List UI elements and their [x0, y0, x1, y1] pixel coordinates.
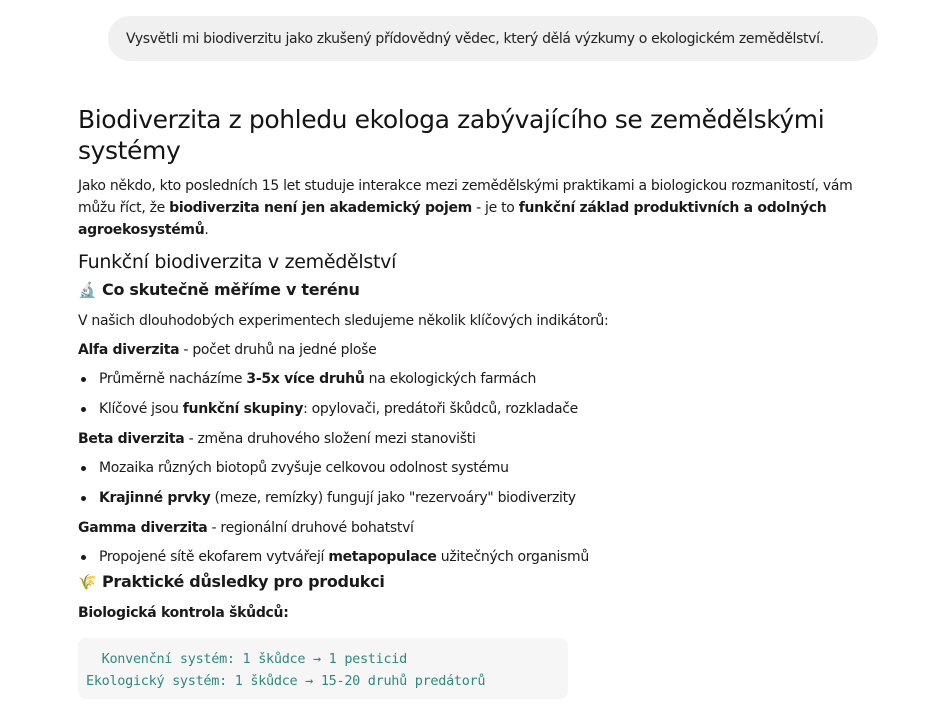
- list-item-text: užitečných organismů: [436, 549, 589, 565]
- code-line: Ekologický systém: 1 škůdce → 15-20 druhů predátorů: [86, 673, 486, 689]
- intro-bold-1: biodiverzita není jen akademický pojem: [169, 200, 472, 216]
- list-item-text: : opylovači, predátoři škůdců, rozkladače: [303, 401, 578, 417]
- list-item-text: Průměrně nacházíme: [99, 371, 247, 387]
- list-item: [78, 546, 878, 568]
- list-item-text: na ekologických farmách: [364, 371, 537, 387]
- biocontrol-lead-bold: Biologická kontrola škůdců:: [78, 605, 289, 621]
- indicators-lead: V našich dlouhodobých experimentech sledujeme několik klíčových indikátorů:: [78, 313, 609, 329]
- code-line: Konvenční systém: 1 škůdce → 1 pesticid: [86, 651, 407, 667]
- biocontrol-lead: [78, 602, 878, 624]
- beta-desc: - změna druhového složení mezi stanovišti: [184, 431, 476, 447]
- list-item: [78, 487, 878, 509]
- list-item-bold: Krajinné prvky: [99, 490, 211, 506]
- code-block: [78, 638, 568, 699]
- alfa-diversity-definition: [78, 339, 878, 361]
- list-item-text: Propojené sítě ekofarem vytvářejí: [99, 549, 329, 565]
- intro-text-1: Jako někdo, kto posledních 15 let studuje interakce mezi zemědělskými praktikami a biologickou rozmanitostí, vám můžu říct, že: [78, 178, 853, 216]
- subsection-heading-terrain: [78, 277, 878, 303]
- user-message-text: Vysvětli mi biodiverzitu jako zkušený přídovědný vědec, který dělá výzkumy o ekologickém zemědělství.: [126, 30, 824, 47]
- alfa-list: [78, 368, 878, 420]
- gamma-desc: - regionální druhové bohatství: [207, 520, 414, 536]
- list-item: [78, 457, 878, 479]
- user-message-bubble: [108, 16, 878, 61]
- intro-bold-2: funkční základ produktivních a odolných agroekosystémů: [78, 200, 827, 238]
- alfa-desc: - počet druhů na jedné ploše: [179, 342, 377, 358]
- list-item-bold: funkční skupiny: [182, 401, 304, 417]
- answer-title: Biodiverzita z pohledu ekologa zabývajícího se zemědělskými systémy: [78, 105, 825, 165]
- subsection-heading-text: Praktické důsledky pro produkci: [102, 572, 385, 591]
- beta-term: Beta diverzita: [78, 431, 185, 447]
- microscope-icon: 🔬: [78, 281, 97, 299]
- section-heading: Funkční biodiverzita v zemědělství: [78, 251, 397, 273]
- list-item-text: Klíčové jsou: [99, 401, 183, 417]
- gamma-list: [78, 546, 878, 568]
- gamma-term: Gamma diverzita: [78, 520, 208, 536]
- alfa-term: Alfa diverzita: [78, 342, 180, 358]
- subsection-heading-text: Co skutečně měříme v terénu: [102, 280, 360, 299]
- beta-list: [78, 457, 878, 509]
- list-item: [78, 368, 878, 390]
- assistant-answer: [78, 104, 878, 699]
- list-item-text: Mozaika různých biotopů zvyšuje celkovou odolnost systému: [99, 460, 509, 476]
- beta-diversity-definition: [78, 428, 878, 450]
- list-item-bold: metapopulace: [328, 549, 437, 565]
- list-item-text: (meze, remízky) fungují jako "rezervoáry" biodiverzity: [210, 490, 576, 506]
- intro-text-3: .: [204, 222, 209, 238]
- gamma-diversity-definition: [78, 517, 878, 539]
- list-item-bold: 3-5x více druhů: [246, 371, 365, 387]
- wheat-icon: 🌾: [78, 573, 97, 591]
- subsection-heading-production: [78, 569, 878, 595]
- intro-paragraph: [78, 175, 878, 241]
- list-item: [78, 398, 878, 420]
- intro-text-2: - je to: [471, 200, 519, 216]
